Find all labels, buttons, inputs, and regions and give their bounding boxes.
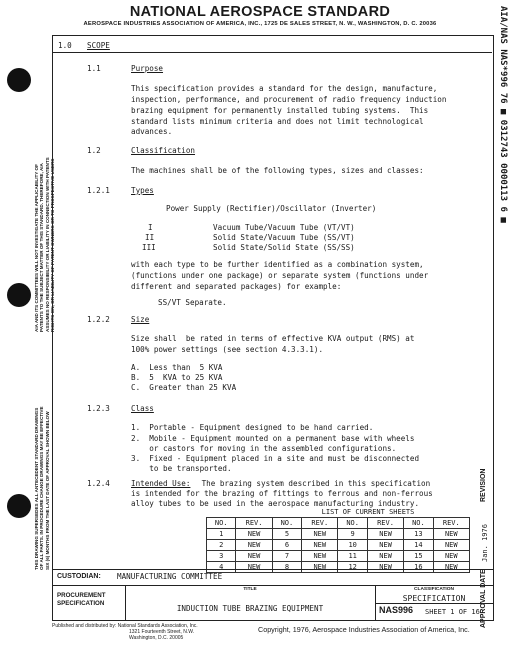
text-line: advances.: [131, 127, 173, 136]
title-label: TITLE: [243, 587, 257, 592]
section-number: 1.2.3: [87, 404, 110, 413]
custodian-label: CUSTODIAN:: [57, 573, 101, 580]
notice-line: RIGHTS ON, OR LIABILITY OF PATENT OWNERS OR TO PROSPECTIVE USERS: [50, 158, 56, 332]
size-item: B. 5 KVA to 25 KVA: [131, 373, 223, 382]
table-cell: NEW: [236, 540, 272, 551]
punch-hole: [7, 494, 31, 518]
table-cell: 16: [404, 562, 433, 573]
class-item: 3. Fixed - Equipment placed in a site and must be disconnected: [131, 454, 420, 463]
table-cell: NEW: [236, 529, 272, 540]
section-title-classification: Classification: [131, 146, 196, 155]
table-cell: NEW: [302, 551, 338, 562]
class-item: or castors for moving in the assembled configurations.: [131, 444, 397, 453]
text-line: brazing equipment for permanently installed tubing systems. This: [131, 106, 429, 115]
table-cell: 15: [404, 551, 433, 562]
table-cell: 13: [404, 529, 433, 540]
association-address: AEROSPACE INDUSTRIES ASSOCIATION OF AMERICA, INC., 1725 DE SALES STREET, N. W., WASHINGTON, D. C. 20036: [83, 21, 437, 27]
table-cell: 6: [272, 540, 301, 551]
table-cell: NEW: [433, 540, 469, 551]
section-number: 1.2.4: [87, 479, 110, 488]
text-line: Size shall be rated in terms of effective KVA output (RMS) at: [131, 334, 415, 343]
table-header-row: [207, 518, 470, 529]
text-line: SS/VT Separate.: [158, 298, 227, 307]
text-line: alloy tubes to be used in the aerospace manufacturing industry.: [131, 499, 420, 508]
type-roman: II: [145, 233, 155, 242]
notice-line: THIS DRAWING SUPERSEDES ALL ANTECEDENT STANDARD DRAWINGS: [34, 407, 39, 570]
table-cell: NEW: [367, 562, 403, 573]
section-number: 1.2.2: [87, 315, 110, 324]
table-cell: 2: [207, 540, 236, 551]
supersedes-notice: [34, 406, 50, 570]
notice-line: AIA AND ITS COMMITTEES WILL NOT INVESTIGATE THE APPLICABILITY OF: [34, 164, 39, 332]
types-heading: Power Supply (Rectifier)/Oscillator (Inverter): [166, 204, 377, 213]
standard-title: NATIONAL AEROSPACE STANDARD: [129, 4, 391, 20]
revision-label: REVISION: [480, 468, 487, 502]
text-line: This specification provides a standard for the design, manufacture,: [131, 84, 438, 93]
table-cell: 1: [207, 529, 236, 540]
sheets-caption: LIST OF CURRENT SHEETS: [321, 508, 415, 516]
table-cell: NEW: [302, 529, 338, 540]
column-header: REV.: [236, 518, 272, 529]
document-title: INDUCTION TUBE BRAZING EQUIPMENT: [176, 604, 324, 613]
section-title-intended-use: Intended Use:: [131, 479, 191, 488]
text-line: is intended for the brazing of fittings to ferrous and non-ferrous: [131, 489, 433, 498]
table-row: [207, 551, 470, 562]
column-header: NO.: [207, 518, 236, 529]
section-number: 1.2: [87, 146, 101, 155]
notice-line: OF ALL PARTS. IN PROCEDURE CHANGE DRAWINGS MAY BE EFFECTIVE: [39, 406, 45, 570]
section-title-scope: SCOPE: [87, 41, 110, 50]
table-cell: 5: [272, 529, 301, 540]
text-line: (functions under one package) or separate system (functions under: [131, 271, 429, 280]
table-row: [207, 540, 470, 551]
notice-line: ASSUMES NO RESPONSIBILITY OR LIABILITY IN CONNECTION WITH PATENTS: [44, 157, 50, 332]
table-cell: NEW: [236, 562, 272, 573]
document-code: AIA/NAS NAS*996 76 ■ 0312743 0000113 6 ■: [498, 6, 508, 223]
table-cell: 7: [272, 551, 301, 562]
text-line: 100% power settings (see section 4.3.3.1).: [131, 345, 324, 354]
column-header: REV.: [302, 518, 338, 529]
punch-hole: [7, 68, 31, 92]
table-cell: NEW: [236, 551, 272, 562]
table-cell: NEW: [367, 551, 403, 562]
section-title-class: Class: [131, 404, 154, 413]
table-cell: NEW: [433, 551, 469, 562]
punch-hole: [7, 283, 31, 307]
table-cell: 11: [338, 551, 367, 562]
table-cell: 8: [272, 562, 301, 573]
type-desc: Solid State/Vacuum Tube (SS/VT): [213, 233, 355, 242]
type-roman: III: [142, 243, 156, 252]
column-header: NO.: [272, 518, 301, 529]
sheet-number: SHEET 1 OF 16: [425, 608, 480, 616]
section-number: 1.1: [87, 64, 101, 73]
copyright: Copyright, 1976, Aerospace Industries Association of America, Inc.: [258, 625, 470, 634]
column-header: REV.: [433, 518, 469, 529]
approval-date-label: APPROVAL DATE: [480, 569, 487, 628]
custodian-value: MANUFACTURING COMMITTEE: [117, 572, 223, 581]
class-item: to be transported.: [131, 464, 232, 473]
column-header: REV.: [367, 518, 403, 529]
type-roman: I: [148, 223, 153, 232]
size-item: A. Less than 5 KVA: [131, 363, 223, 372]
table-cell: 10: [338, 540, 367, 551]
classification-label: CLASSIFICATION: [414, 587, 454, 592]
text-line: The brazing system described in this specification: [197, 479, 431, 488]
publisher-line: Published and distributed by: National Standards Association, Inc.: [52, 623, 198, 629]
text-line: The machines shall be of the following types, sizes and classes:: [131, 166, 424, 175]
current-sheets-table: [206, 517, 470, 573]
table-cell: 9: [338, 529, 367, 540]
column-header: NO.: [338, 518, 367, 529]
table-cell: NEW: [367, 529, 403, 540]
class-item: 2. Mobile - Equipment mounted on a permanent base with wheels: [131, 434, 415, 443]
classification-value: SPECIFICATION: [402, 594, 466, 603]
nas-number: NAS996: [379, 605, 414, 615]
table-cell: 14: [404, 540, 433, 551]
table-cell: NEW: [367, 540, 403, 551]
publisher-line: Washington, D.C. 20005: [129, 635, 184, 641]
section-title-size: Size: [131, 315, 150, 324]
approval-date: Jan. 1976: [481, 524, 489, 562]
notice-line: SIX (6) MONTHS FROM THE LAST DATE OF APPROVAL SHOWN BELOW: [44, 411, 50, 570]
table-cell: NEW: [302, 562, 338, 573]
type-desc: Solid State/Solid State (SS/SS): [213, 243, 355, 252]
text-line: standard lists minimum criteria and does not limit technological: [131, 117, 424, 126]
table-cell: NEW: [433, 529, 469, 540]
text-line: different and separated packages) for example:: [131, 282, 342, 291]
size-item: C. Greater than 25 KVA: [131, 383, 237, 392]
section-number: 1.2.1: [87, 186, 110, 195]
class-item: 1. Portable - Equipment designed to be hand carried.: [131, 423, 374, 432]
table-cell: NEW: [433, 562, 469, 573]
section-number: 1.0: [58, 41, 72, 50]
table-cell: 3: [207, 551, 236, 562]
text-line: inspection, performance, and procurement of radio frequency induction: [131, 95, 447, 104]
section-title-types: Types: [131, 186, 154, 195]
notice-line: PATENTS TO THE SUBJECT MATTER OF THIS STANDARD. THEREFORE, AIA: [39, 163, 45, 332]
procurement-label: PROCUREMENT SPECIFICATION: [57, 592, 106, 607]
publisher-line: 1321 Fourteenth Street, N.W.: [129, 629, 195, 635]
text-line: with each type to be further identified as a combination system,: [131, 260, 424, 269]
table-row: [207, 529, 470, 540]
table-cell: NEW: [302, 540, 338, 551]
section-title-purpose: Purpose: [131, 64, 164, 73]
type-desc: Vacuum Tube/Vacuum Tube (VT/VT): [213, 223, 355, 232]
title-block: [52, 585, 494, 621]
column-header: NO.: [404, 518, 433, 529]
publisher-info: [52, 623, 198, 641]
table-cell: 12: [338, 562, 367, 573]
custodian-row: [52, 569, 494, 585]
table-cell: 4: [207, 562, 236, 573]
